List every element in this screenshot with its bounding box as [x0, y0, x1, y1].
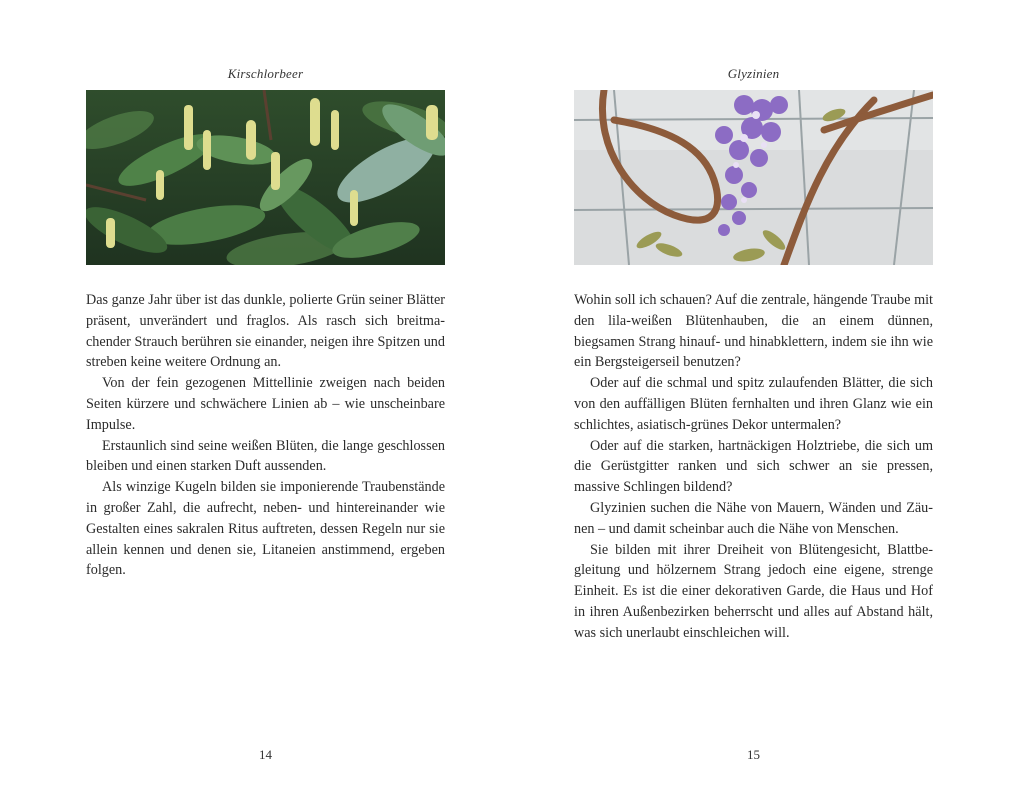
paragraph: Oder auf die schmal und spitz zulaufenden Blätter, die sich von den auffälligen Blüten fernhalten und ihren Glanz wie ein schlichtes, asiatisch-grünes Dekor untermalen? — [574, 375, 933, 433]
paragraph: Glyzinien suchen die Nähe von Mauern, Wänden und Zäunen – und damit scheinbar auch die Nähe von Menschen. — [574, 499, 933, 537]
wisteria-illustration — [574, 90, 933, 265]
left-body-text — [86, 290, 445, 581]
paragraph: Erstaunlich sind seine weißen Blüten, die lange geschlossen bleiben und einen starken Duft aussenden. — [86, 437, 445, 475]
paragraph: Als winzige Kugeln bilden sie imponierende Traubenstände in großer Zahl, die aufrecht, neben- und hintereinander wie Gestalten eines sakralen Ritus auftreten, dessen Regeln nur sie allein kennen und denen sie, Litaneien anstimmend, ergeben folgen. — [86, 479, 445, 579]
right-body-text — [574, 290, 933, 644]
paragraph: Das ganze Jahr über ist das dunkle, polierte Grün seiner Blätter präsent, unverändert und fraglos. Als rasch sich breitmachender Strauch berühren sie einander, neigen ihre Spitzen und streben keine weitere Ordnung an. — [86, 292, 445, 371]
paragraph: Sie bilden mit ihrer Dreiheit von Blütengesicht, Blattbegleitung und hölzernem Strang jedoch eine eigene, strenge Einheit. Es ist die einer dekorativen Garde, die Haus und Hof in ihren Außenbezirken beherrscht und alles auf Abstand hält, was sich unerlaubt einschleichen will. — [574, 541, 933, 641]
paragraph: Wohin soll ich schauen? Auf die zentrale, hängende Traube mit den lila-weißen Blütenhauben, die an einem dünnen, biegsamen Strang hinauf- und hinabklettern, indem sie ihn wie ein Bergsteigerseil benutzen? — [574, 292, 933, 371]
wisteria-photo — [574, 90, 933, 265]
paragraph: Von der fein gezogenen Mittellinie zweigen nach beiden Seiten kürzere und schwächere Linien ab – wie unscheinbare Impulse. — [86, 375, 445, 433]
right-page-number: 15 — [747, 747, 760, 762]
cherry-laurel-photo — [86, 90, 445, 265]
right-page-title: Glyzinien — [727, 66, 780, 81]
left-page-title: Kirschlorbeer — [227, 66, 304, 81]
left-page — [86, 0, 445, 812]
right-page — [574, 0, 933, 812]
cherry-laurel-illustration — [86, 90, 445, 265]
left-page-number: 14 — [259, 747, 272, 762]
paragraph: Oder auf die starken, hartnäckigen Holztriebe, die sich um die Gerüstgitter ranken und sich schwer an sie pressen, massive Schlingen bildend? — [574, 437, 933, 496]
